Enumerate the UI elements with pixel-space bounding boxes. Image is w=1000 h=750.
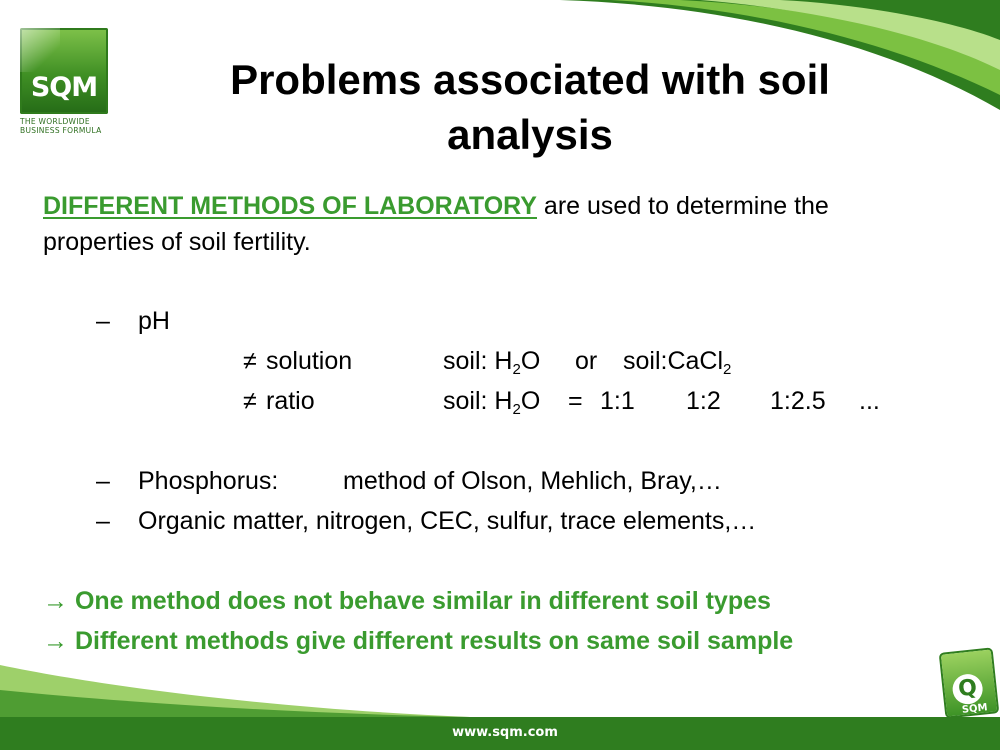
- not-equal-symbol: ≠: [243, 387, 257, 415]
- sqm-badge-logo: [941, 650, 997, 717]
- logo-tagline: [20, 117, 112, 135]
- title-line2: analysis: [447, 111, 613, 158]
- logo-box: [20, 28, 108, 114]
- ratio-value-more: ...: [859, 387, 880, 415]
- ratio-equals: =: [568, 387, 583, 415]
- logo-tagline-line1: THE WORLDWIDE: [20, 117, 90, 126]
- slide-title: [160, 52, 900, 162]
- solution-cacl2: soil:CaCl$_2$: [623, 347, 732, 378]
- ph-label: pH: [138, 307, 170, 335]
- bullet-dash: –: [96, 307, 110, 335]
- intro-highlight: DIFFERENT METHODS OF LABORATORY: [43, 192, 537, 220]
- ratio-water: soil: $H_2O$: [443, 387, 541, 418]
- bullet-dash: –: [96, 507, 110, 535]
- solution-label: solution: [266, 347, 353, 375]
- ratio-value-3: 1:2.5: [770, 387, 826, 415]
- arrow-right-icon: →: [43, 627, 68, 655]
- ratio-value-2: 1:2: [686, 387, 721, 415]
- intro-paragraph: [43, 188, 943, 260]
- sqm-logo: [20, 28, 112, 135]
- solution-water: soil: $H_2O$: [443, 347, 541, 378]
- badge-letter: Q: [951, 673, 984, 706]
- ratio-label: ratio: [266, 387, 315, 415]
- badge-label: SQM: [961, 702, 989, 716]
- bullet-dash: –: [96, 467, 110, 495]
- intro-text: are used to determine the properties of soil fertility.: [43, 192, 829, 256]
- footer-url: www.sqm.com: [452, 725, 558, 740]
- conclusion-2: [43, 626, 793, 656]
- conclusion-text: One method does not behave similar in different soil types: [68, 587, 771, 615]
- organic-text: Organic matter, nitrogen, CEC, sulfur, trace elements,…: [138, 507, 757, 535]
- ratio-value-1: 1:1: [600, 387, 635, 415]
- phosphorus-methods: method of Olson, Mehlich, Bray,…: [343, 467, 722, 495]
- title-line1: Problems associated with soil: [230, 56, 830, 103]
- arrow-right-icon: →: [43, 587, 68, 615]
- logo-brand: SQM: [30, 72, 98, 103]
- solution-or: or: [575, 347, 598, 375]
- logo-tagline-line2: BUSINESS FORMULA: [20, 126, 102, 135]
- conclusion-1: [43, 586, 771, 616]
- not-equal-symbol: ≠: [243, 347, 257, 375]
- conclusion-text: Different methods give different results on same soil sample: [68, 627, 794, 655]
- phosphorus-label: Phosphorus:: [138, 467, 279, 495]
